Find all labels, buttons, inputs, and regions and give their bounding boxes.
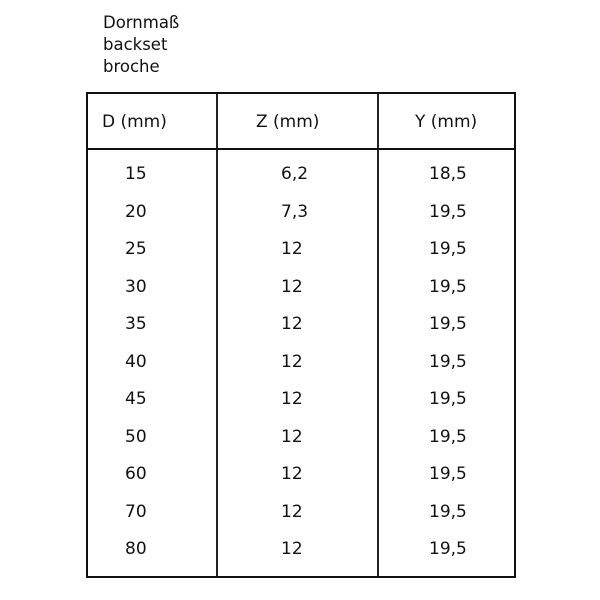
cell-y: 19,5	[429, 389, 467, 409]
table-row	[88, 344, 514, 382]
table-row	[88, 381, 514, 419]
table-body	[88, 156, 514, 569]
cell-z: 7,3	[281, 201, 309, 222]
cell-z: 12	[281, 426, 303, 447]
cell-d: 25	[125, 239, 147, 259]
cell-z: 12	[281, 314, 303, 334]
table-row	[88, 494, 514, 532]
cell-z: 12	[281, 464, 303, 484]
caption-line-en: backset	[103, 35, 168, 54]
cell-d: 45	[125, 389, 147, 409]
dimension-table	[86, 92, 516, 578]
cell-y: 18,5	[429, 164, 467, 184]
header-z: Z (mm)	[256, 112, 320, 132]
cell-d: 60	[125, 464, 147, 484]
table-row	[88, 156, 514, 194]
cell-y: 19,5	[429, 426, 467, 447]
cell-d: 20	[125, 201, 147, 222]
cell-d: 50	[125, 426, 147, 447]
table-row	[88, 419, 514, 457]
cell-y: 19,5	[429, 464, 467, 484]
table-row	[88, 194, 514, 232]
cell-y: 19,5	[429, 539, 467, 559]
cell-y: 19,5	[429, 239, 467, 259]
cell-d: 35	[125, 314, 147, 334]
caption-line-de: Dornmaß	[103, 13, 180, 32]
cell-d: 30	[125, 276, 147, 297]
cell-d: 80	[125, 539, 147, 559]
cell-z: 12	[281, 276, 303, 297]
table-row	[88, 456, 514, 494]
cell-y: 19,5	[429, 351, 467, 372]
table-row	[88, 269, 514, 307]
table-row	[88, 531, 514, 569]
cell-y: 19,5	[429, 314, 467, 334]
table-row	[88, 231, 514, 269]
header-d: D (mm)	[102, 112, 167, 132]
cell-d: 40	[125, 351, 147, 372]
cell-z: 12	[281, 539, 303, 559]
table-row	[88, 306, 514, 344]
cell-y: 19,5	[429, 201, 467, 222]
cell-z: 12	[281, 389, 303, 409]
cell-z: 12	[281, 351, 303, 372]
header-y: Y (mm)	[415, 112, 478, 132]
caption-line-fr: broche	[103, 57, 160, 76]
cell-z: 6,2	[281, 164, 309, 184]
cell-z: 12	[281, 239, 303, 259]
cell-z: 12	[281, 501, 303, 522]
cell-y: 19,5	[429, 501, 467, 522]
cell-d: 15	[125, 164, 147, 184]
cell-y: 19,5	[429, 276, 467, 297]
caption	[103, 12, 179, 78]
header-divider	[88, 148, 514, 150]
cell-d: 70	[125, 501, 147, 522]
